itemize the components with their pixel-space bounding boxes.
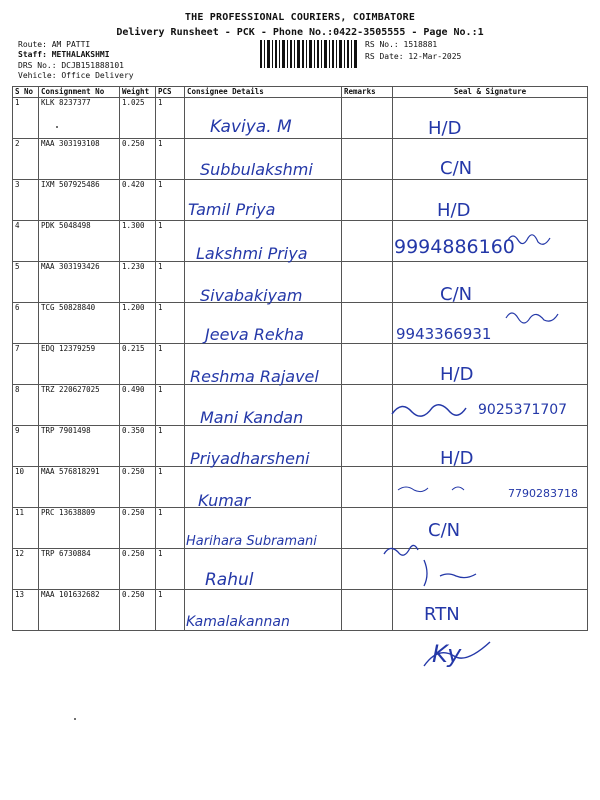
sno-cell: 10 [13, 467, 39, 508]
weight-cell: 1.025 [120, 98, 156, 139]
weight-cell: 1.230 [120, 262, 156, 303]
staff-text: Staff: METHALAKSHMI [18, 50, 110, 59]
bottom-signature-mark: Ky [432, 640, 462, 668]
consignment-cell: TRP 6730884 [39, 549, 120, 590]
route-text: Route: AM PATTI [18, 40, 91, 49]
consignment-cell: TRZ 220627025 [39, 385, 120, 426]
pcs-cell: 1 [156, 139, 185, 180]
col-signature-header: Seal & Signature [393, 87, 588, 98]
pcs-cell: 1 [156, 262, 185, 303]
weight-cell: 0.350 [120, 426, 156, 467]
pcs-cell: 1 [156, 426, 185, 467]
handwritten-consignee: Lakshmi Priya [196, 244, 308, 263]
sno-cell: 11 [13, 508, 39, 549]
pcs-cell: 1 [156, 303, 185, 344]
handwritten-signature: C/N [440, 158, 473, 179]
handwritten-signature: 9943366931 [396, 325, 492, 343]
weight-cell: 0.490 [120, 385, 156, 426]
sno-cell: 12 [13, 549, 39, 590]
consignment-cell: MAA 101632682 [39, 590, 120, 631]
col-remarks-header: Remarks [342, 87, 393, 98]
pcs-cell: 1 [156, 98, 185, 139]
handwritten-signature: 9025371707 [478, 402, 568, 418]
speck-mark [74, 718, 76, 720]
pcs-cell: 1 [156, 467, 185, 508]
sno-cell: 2 [13, 139, 39, 180]
handwritten-consignee: Sivabakiyam [200, 286, 303, 305]
consignment-cell: PDK 5048498 [39, 221, 120, 262]
handwritten-consignee: Tamil Priya [188, 200, 276, 219]
consignment-cell: TCG 50828840 [39, 303, 120, 344]
pcs-cell: 1 [156, 385, 185, 426]
consignment-cell: MAA 303193426 [39, 262, 120, 303]
handwritten-consignee: Subbulakshmi [200, 160, 313, 179]
handwritten-signature: C/N [428, 520, 461, 541]
weight-cell: 1.300 [120, 221, 156, 262]
weight-cell: 0.250 [120, 467, 156, 508]
col-consignment-header: Consignment No [39, 87, 120, 98]
sno-cell: 5 [13, 262, 39, 303]
handwritten-signature: H/D [440, 364, 474, 385]
rs-date: RS Date: 12-Mar-2025 [365, 52, 462, 61]
handwritten-consignee: Kamalakannan [186, 614, 290, 630]
handwritten-signature: H/D [440, 448, 474, 469]
sno-cell: 3 [13, 180, 39, 221]
sno-cell: 7 [13, 344, 39, 385]
weight-cell: 0.250 [120, 590, 156, 631]
speck-mark [56, 126, 58, 128]
pcs-cell: 1 [156, 344, 185, 385]
consignment-cell: MAA 576818291 [39, 467, 120, 508]
handwritten-signature: 7790283718 [508, 487, 578, 500]
handwritten-consignee: Priyadharsheni [190, 449, 310, 468]
handwritten-signature: C/N [440, 284, 473, 305]
vehicle-text: Vehicle: Office Delivery [18, 71, 134, 80]
handwritten-consignee: Kumar [198, 491, 251, 510]
weight-cell: 0.250 [120, 508, 156, 549]
rs-number: RS No.: 1518881 [365, 40, 438, 49]
consignment-cell: MAA 303193108 [39, 139, 120, 180]
handwritten-signature: H/D [428, 118, 462, 139]
drs-number: DRS No.: DCJB151888101 [18, 61, 124, 70]
handwritten-consignee: Reshma Rajavel [190, 367, 319, 386]
pcs-cell: 1 [156, 180, 185, 221]
pcs-cell: 1 [156, 508, 185, 549]
sno-cell: 6 [13, 303, 39, 344]
weight-cell: 0.250 [120, 139, 156, 180]
sno-cell: 8 [13, 385, 39, 426]
sno-cell: 13 [13, 590, 39, 631]
pcs-cell: 1 [156, 549, 185, 590]
handwritten-signature: RTN [424, 604, 460, 625]
sno-cell: 9 [13, 426, 39, 467]
handwritten-signature: 9994886160 [394, 236, 515, 258]
weight-cell: 1.200 [120, 303, 156, 344]
consignment-cell: IXM 507925486 [39, 180, 120, 221]
pcs-cell: 1 [156, 221, 185, 262]
handwritten-consignee: Harihara Subramani [186, 534, 317, 549]
pcs-cell: 1 [156, 590, 185, 631]
runsheet-subtitle: Delivery Runsheet - PCK - Phone No.:0422-3505555 - Page No.:1 [116, 27, 484, 38]
col-pcs-header: PCS [156, 87, 185, 98]
col-weight-header: Weight [120, 87, 156, 98]
sno-cell: 4 [13, 221, 39, 262]
handwritten-consignee: Jeeva Rekha [205, 325, 304, 344]
consignment-cell: KLK 8237377 [39, 98, 120, 139]
company-title: THE PROFESSIONAL COURIERS, COIMBATORE [184, 12, 416, 23]
weight-cell: 0.250 [120, 549, 156, 590]
weight-cell: 0.215 [120, 344, 156, 385]
col-sno-header: S No [13, 87, 39, 98]
consignment-cell: EDQ 12379259 [39, 344, 120, 385]
handwritten-consignee: Rahul [205, 570, 254, 590]
handwritten-consignee: Kaviya. M [210, 117, 292, 137]
handwritten-consignee: Mani Kandan [200, 408, 304, 427]
consignment-cell: TRP 7901498 [39, 426, 120, 467]
col-consignee-header: Consignee Details [185, 87, 342, 98]
sno-cell: 1 [13, 98, 39, 139]
weight-cell: 0.420 [120, 180, 156, 221]
handwritten-signature: H/D [437, 200, 471, 221]
consignment-cell: PRC 13638809 [39, 508, 120, 549]
